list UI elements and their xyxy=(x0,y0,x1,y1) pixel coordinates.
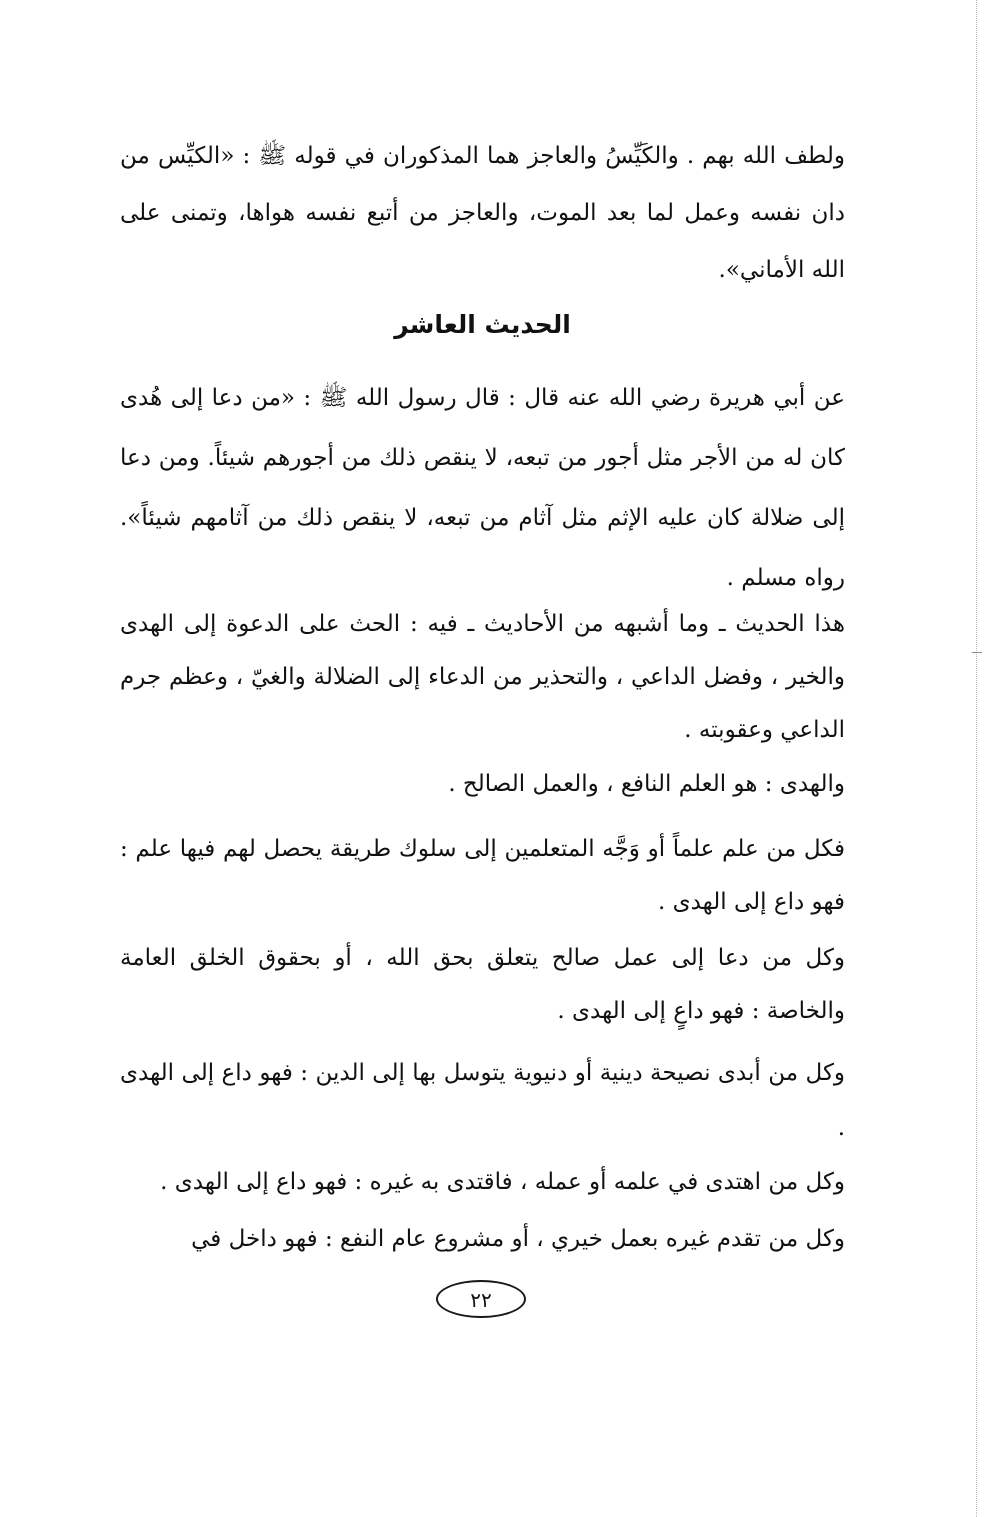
margin-dotted-line xyxy=(976,0,977,1517)
paragraph-hadith-text: عن أبي هريرة رضي الله عنه قال : قال رسول الله ﷺ : «من دعا إلى هُدى كان له من الأجر مثل أجور من تبعه، لا ينقص ذلك من أجورهم شيئاً. ومن دعا إلى ضلالة كان عليه الإثم مثل آثام من تبعه، لا ينقص ذلك من آثامهم شيئاً». رواه مسلم . xyxy=(120,385,845,591)
paragraph-closing-previous: ولطف الله بهم . والكَيِّسُ والعاجز هما المذكوران في قوله ﷺ : «الكيِّس من دان نفسه وعمل لما بعد الموت، والعاجز من أتبع نفسه هواها، وتمنى على الله الأماني». xyxy=(120,143,845,283)
paragraph-example: وكل من اهتدى في علمه أو عمله ، فاقتدى به غيره : فهو داع إلى الهدى . xyxy=(160,1169,845,1195)
paragraph-advice: وكل من أبدى نصيحة دينية أو دنيوية يتوسل بها إلى الدين : فهو داع إلى الهدى . xyxy=(120,1060,845,1141)
paragraph-commentary: هذا الحديث ـ وما أشبهه من الأحاديث ـ فيه : الحث على الدعوة إلى الهدى والخير ، وفضل الداعي ، والتحذير من الدعاء إلى الضلالة والغيّ ، وعظم جرم الداعي وعقوبته . xyxy=(120,611,845,743)
margin-tick-mark xyxy=(972,652,982,653)
paragraph-good-deeds: وكل من دعا إلى عمل صالح يتعلق بحق الله ، أو بحقوق الخلق العامة والخاصة : فهو داعٍ إلى الهدى . xyxy=(120,945,845,1024)
paragraph-knowledge: فكل من علم علماً أو وَجَّه المتعلمين إلى سلوك طريقة يحصل لهم فيها علم : فهو داع إلى الهدى . xyxy=(120,836,845,915)
paragraph-definition: والهدى : هو العلم النافع ، والعمل الصالح . xyxy=(448,771,845,797)
page-number: ٢٢ xyxy=(436,1280,526,1318)
section-heading: الحديث العاشر xyxy=(394,310,571,339)
paragraph-continuation: وكل من تقدم غيره بعمل خيري ، أو مشروع عام النفع : فهو داخل في xyxy=(191,1226,845,1252)
